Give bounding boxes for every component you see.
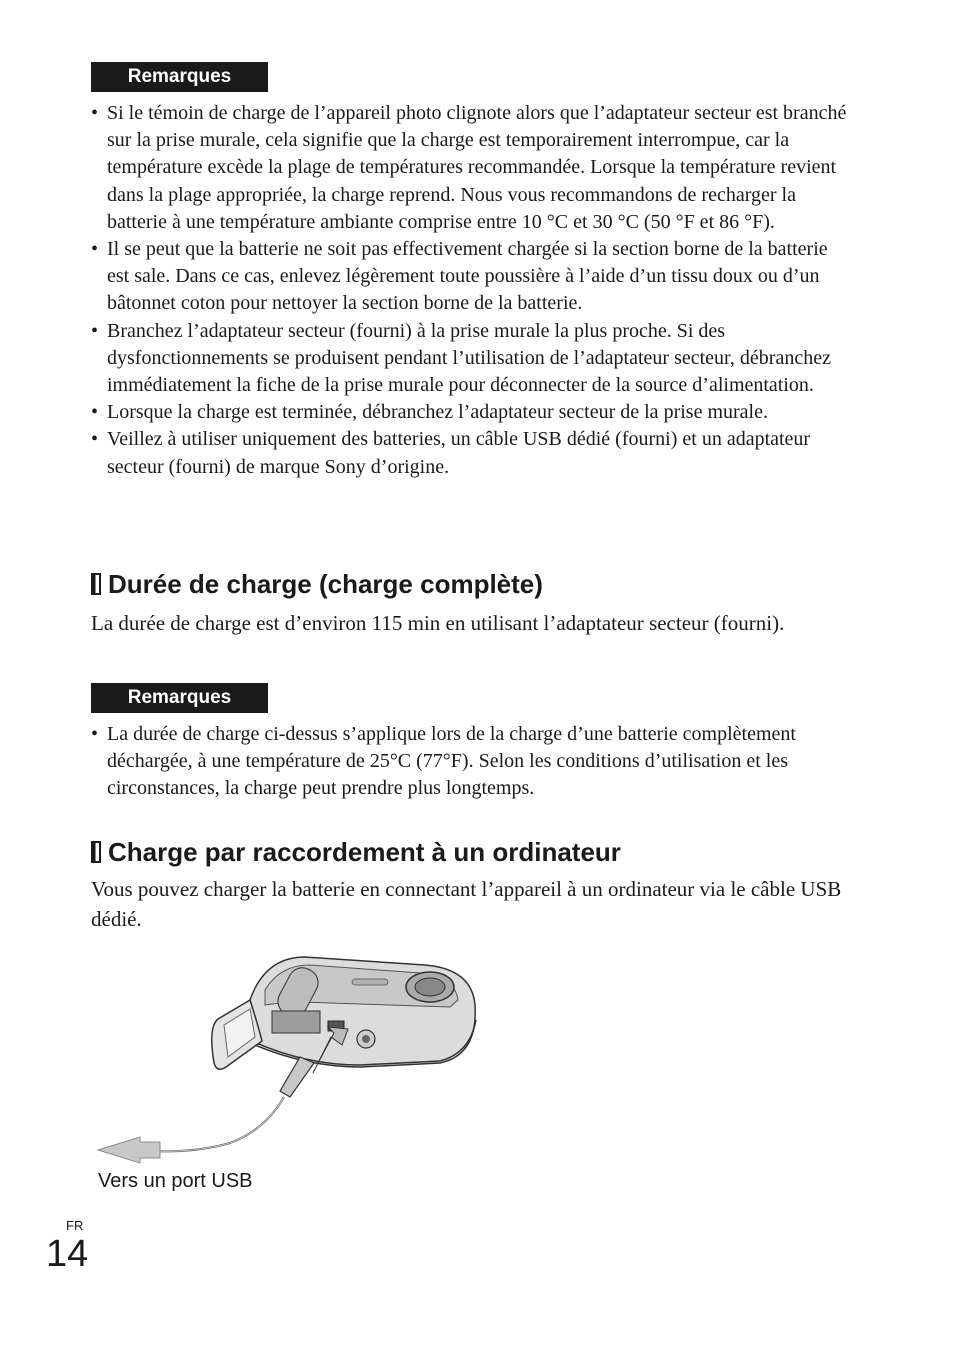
computer-paragraph: Vous pouvez charger la batterie en connectant l’appareil à un ordinateur via le câble USB dédié.: [91, 877, 842, 931]
list-item: • Il se peut que la batterie ne soit pas effectivement chargée si la section borne de la batterie est sale. Dans ce cas, enlevez légèrement toute poussière à l’aide d’un tissu doux ou d’un bâtonnet coton pour nettoyer la section borne de la batterie.: [91, 236, 851, 318]
heading-text: Charge par raccordement à un ordinateur: [108, 837, 621, 867]
camera-usb-connection-illustration: [90, 945, 490, 1175]
section-heading-computer: [91, 836, 621, 868]
list-item: • La durée de charge ci-dessus s’applique lors de la charge d’une batterie complètement déchargée, à une température de 25°C (77°F). Selon les conditions d’utilisation et les circonstances, la charge peut prendre plus longtemps.: [91, 721, 851, 803]
notes-label: Remarques: [91, 62, 268, 92]
charge-time-paragraph: La durée de charge est d’environ 115 min en utilisant l’adaptateur secteur (fourni).: [91, 611, 785, 635]
heading-marker-icon: [91, 573, 101, 595]
list-item: • Si le témoin de charge de l’appareil photo clignote alors que l’adaptateur secteur est branché sur la prise murale, cela signifie que la charge est temporairement interrompue, car la température excède la plage de températures recommandée. Lorsque la température revient dans la plage appropriée, la charge reprend. Nous vous recommandons de recharger la batterie à une température ambiante comprise entre 10 °C et 30 °C (50 °F et 86 °F).: [91, 100, 851, 236]
list-item: • Lorsque la charge est terminée, débranchez l’adaptateur secteur de la prise murale.: [91, 399, 851, 426]
language-code: FR: [66, 1218, 84, 1233]
list-item: • Branchez l’adaptateur secteur (fourni) à la prise murale la plus proche. Si des dysfonctionnements se produisent pendant l’utilisation de l’adaptateur secteur, débranchez immédiatement la fiche de la prise murale pour déconnecter de la source d’alimentation.: [91, 318, 851, 400]
section-heading-charge-time: [91, 568, 543, 600]
list-item: • Veillez à utiliser uniquement des batteries, un câble USB dédié (fourni) et un adaptateur secteur (fourni) de marque Sony d’origine.: [91, 426, 851, 480]
heading-marker-icon: [91, 841, 101, 863]
notes-list-2: [91, 721, 851, 803]
notes-label: Remarques: [91, 683, 268, 713]
page-number: 14: [46, 1233, 89, 1275]
heading-text: Durée de charge (charge complète): [108, 569, 543, 599]
illustration-caption: Vers un port USB: [98, 1170, 253, 1192]
notes-list-1: [91, 100, 851, 481]
